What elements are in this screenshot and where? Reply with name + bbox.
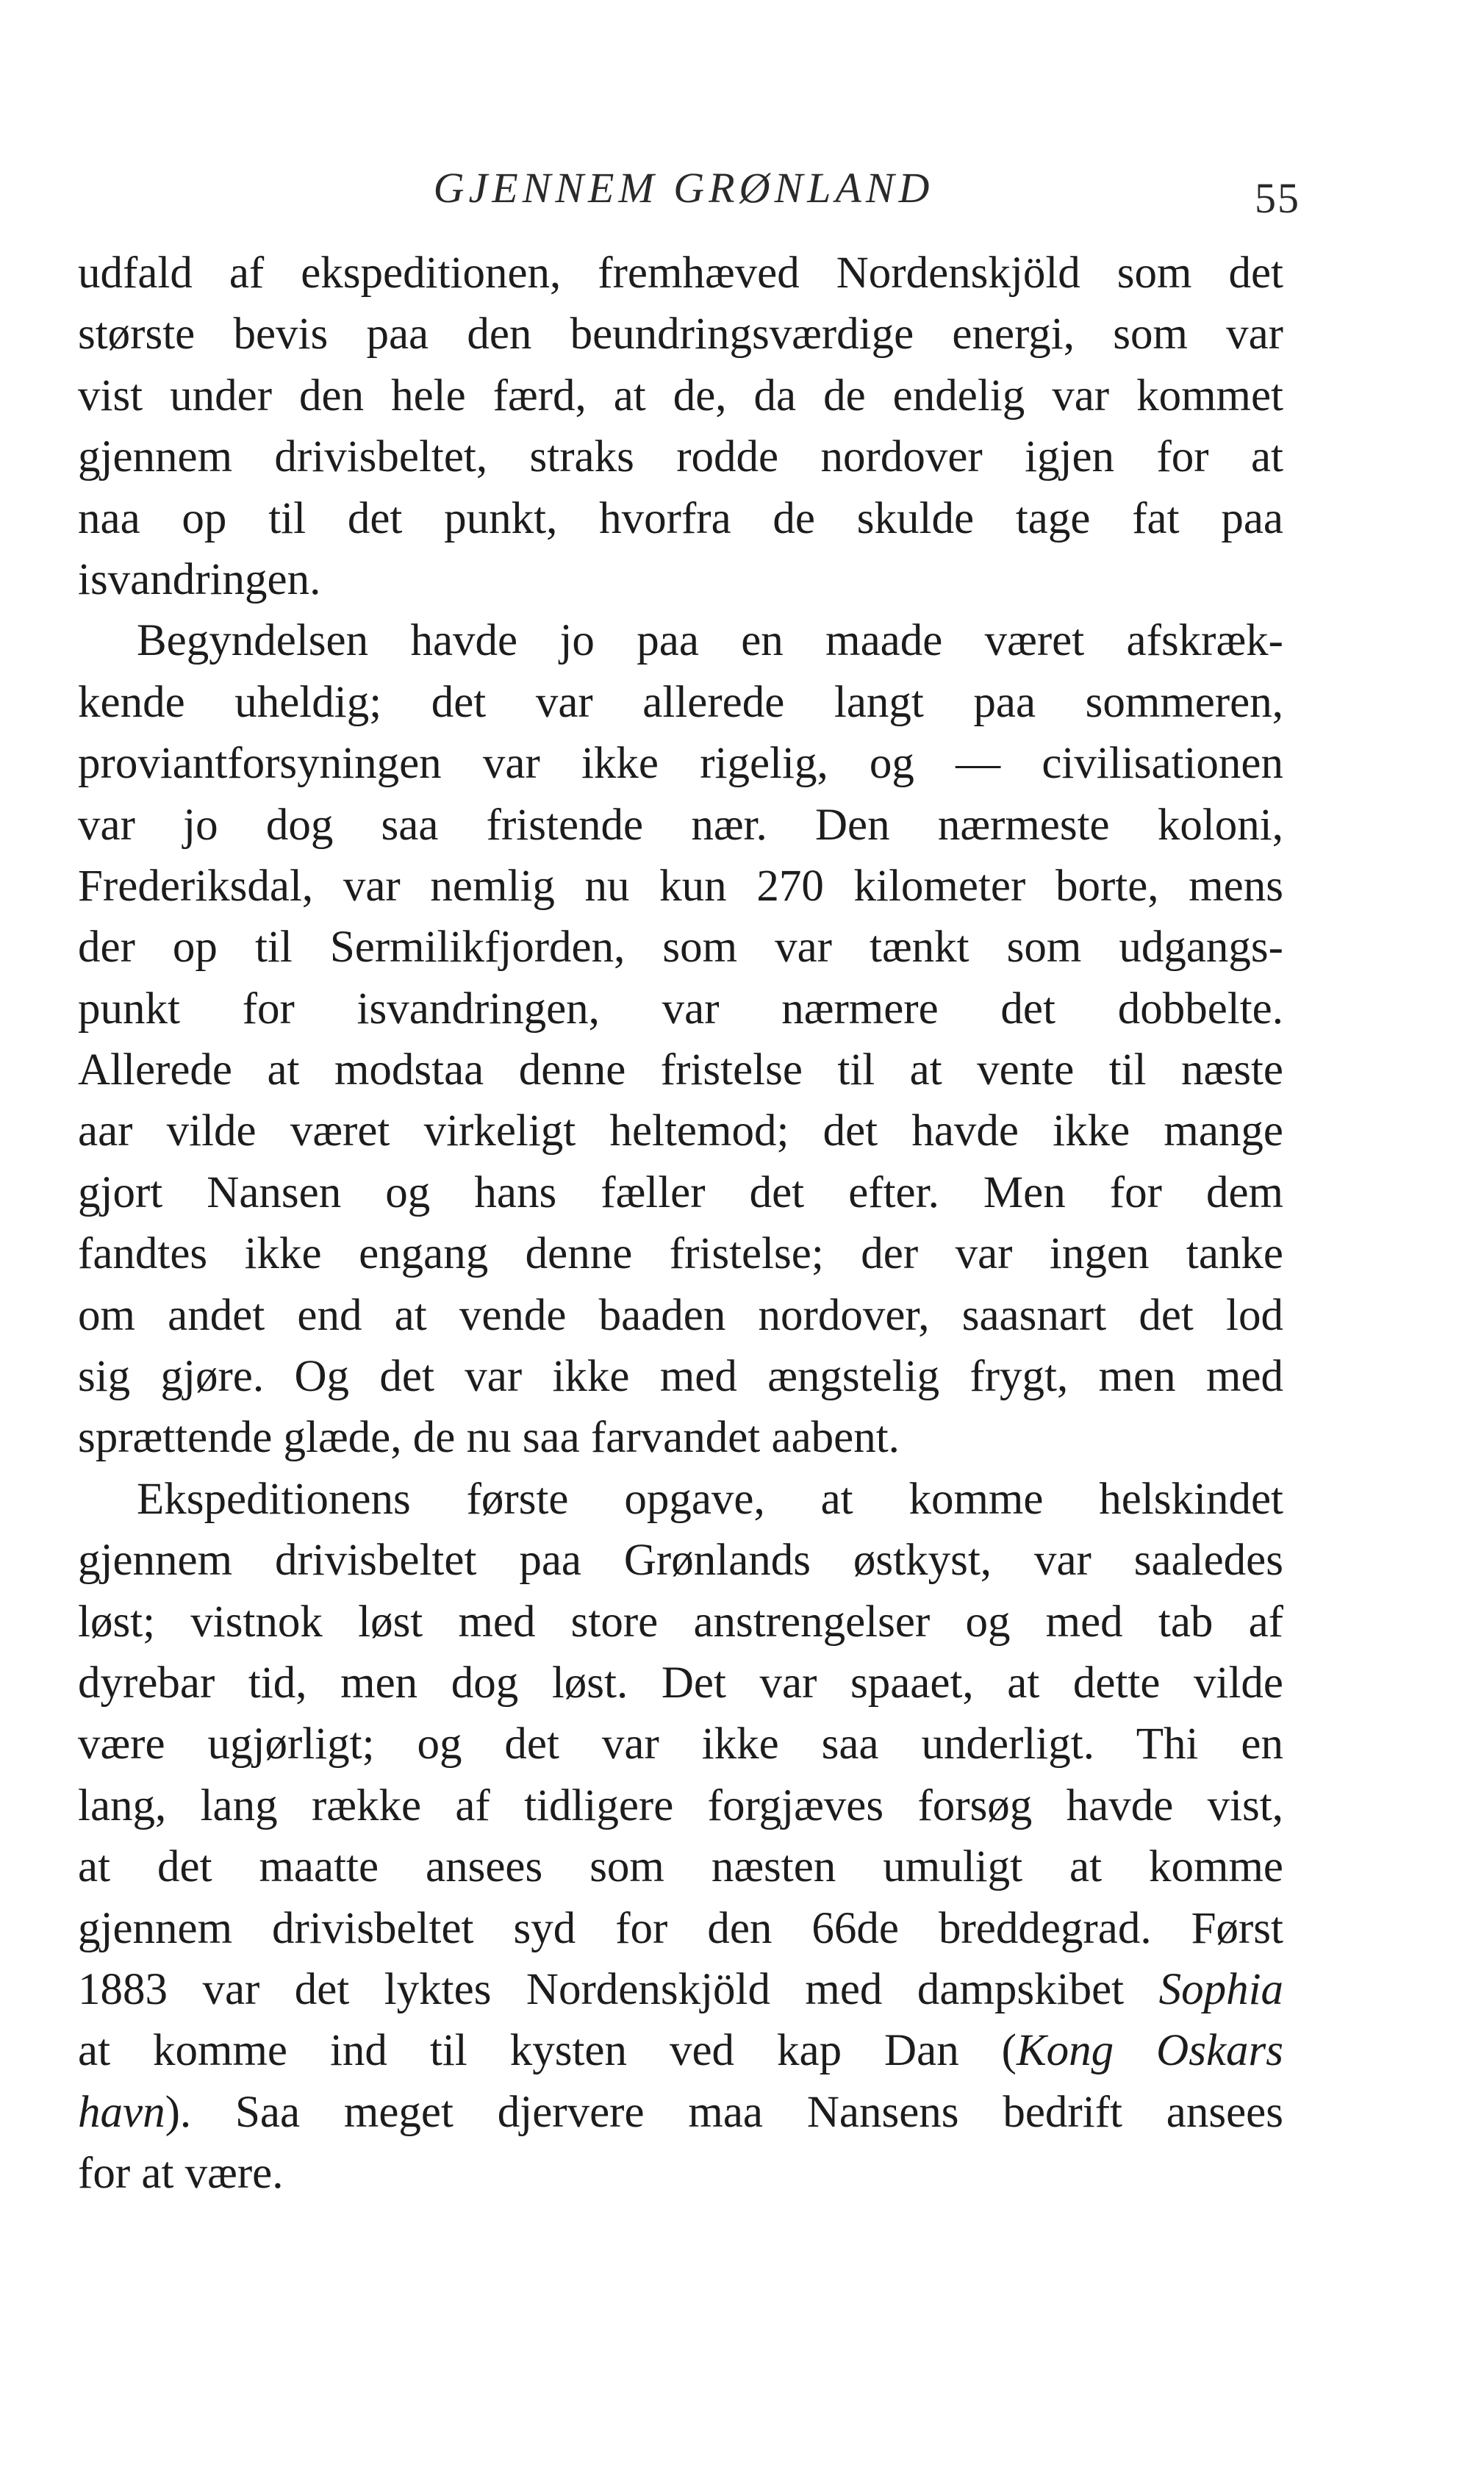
ship-name-italic: Sophia: [1158, 1964, 1283, 2014]
text-line: proviantforsyningen var ikke rigelig, og — civilisationen: [78, 739, 1283, 789]
text-line: [78, 2082, 1283, 2143]
text-line: dyrebar tid, men dog løst. Det var spaaet, at dette vilde: [78, 1658, 1283, 1708]
text-line: gjennem drivisbeltet paa Grønlands østkyst, var saaledes: [78, 1536, 1283, 1586]
text-line: løst; vistnok løst med store anstrengelser og med tab af: [78, 1597, 1283, 1647]
text-line: lang, lang række af tidligere forgjæves forsøg havde vist,: [78, 1780, 1283, 1830]
text-line: gjennem drivisbeltet, straks rodde nordover igjen for at: [78, 432, 1283, 482]
text-line: sig gjøre. Og det var ikke med ængstelig frygt, men med: [78, 1352, 1283, 1402]
text-segment: ). Saa meget djervere maa Nansens bedrift ansees: [165, 2087, 1283, 2137]
text-line: der op til Sermilikfjorden, som var tænkt som udgangs-: [78, 923, 1283, 973]
body-text: [78, 243, 1283, 2205]
text-line: var jo dog saa fristende nær. Den nærmeste koloni,: [78, 800, 1283, 850]
paragraph-start-line: Ekspeditionens første opgave, at komme helskindet: [137, 1474, 1283, 1524]
text-line: sprættende glæde, de nu saa farvandet aabent.: [78, 1413, 900, 1463]
text-line: aar vilde været virkeligt heltemod; det havde ikke mange: [78, 1106, 1283, 1156]
text-segment: 1883 var det lyktes Nordenskjöld med dampskibet: [78, 1964, 1125, 2014]
running-title: GJENNEM GRØNLAND: [433, 164, 934, 212]
text-line: største bevis paa den beundringsværdige energi, som var: [78, 309, 1283, 359]
text-line: [78, 1959, 1283, 2020]
paragraph-start-line: Begyndelsen havde jo paa en maade været afskræk-: [137, 616, 1283, 666]
text-line: [78, 2020, 1283, 2081]
text-line: at det maatte ansees som næsten umuligt at komme: [78, 1842, 1283, 1892]
text-line: for at være.: [78, 2149, 284, 2199]
place-name-italic: havn: [78, 2087, 165, 2137]
text-line: kende uheldig; det var allerede langt paa sommeren,: [78, 677, 1283, 727]
text-line: punkt for isvandringen, var nærmere det dobbelte.: [78, 984, 1283, 1034]
text-line: vist under den hele færd, at de, da de endelig var kommet: [78, 370, 1283, 420]
text-line: naa op til det punkt, hvorfra de skulde tage fat paa: [78, 493, 1283, 543]
text-line: isvandringen.: [78, 554, 321, 604]
text-line: gjennem drivisbeltet syd for den 66de breddegrad. Først: [78, 1903, 1283, 1953]
text-line: være ugjørligt; og det var ikke saa underligt. Thi en: [78, 1719, 1283, 1769]
text-line: gjort Nansen og hans fæller det efter. Men for dem: [78, 1167, 1283, 1217]
text-line: Frederiksdal, var nemlig nu kun 270 kilometer borte, mens: [78, 861, 1283, 911]
page-number: 55: [1255, 174, 1300, 222]
text-segment: at komme ind til kysten ved kap Dan (: [78, 2026, 1017, 2076]
text-line: om andet end at vende baaden nordover, saasnart det lod: [78, 1290, 1283, 1340]
text-line: udfald af ekspeditionen, fremhæved Nordenskjöld som det: [78, 248, 1283, 298]
text-line: fandtes ikke engang denne fristelse; der var ingen tanke: [78, 1229, 1283, 1279]
text-line: Allerede at modstaa denne fristelse til at vente til næste: [78, 1045, 1283, 1095]
place-name-italic: Kong Oskars: [1016, 2026, 1283, 2076]
